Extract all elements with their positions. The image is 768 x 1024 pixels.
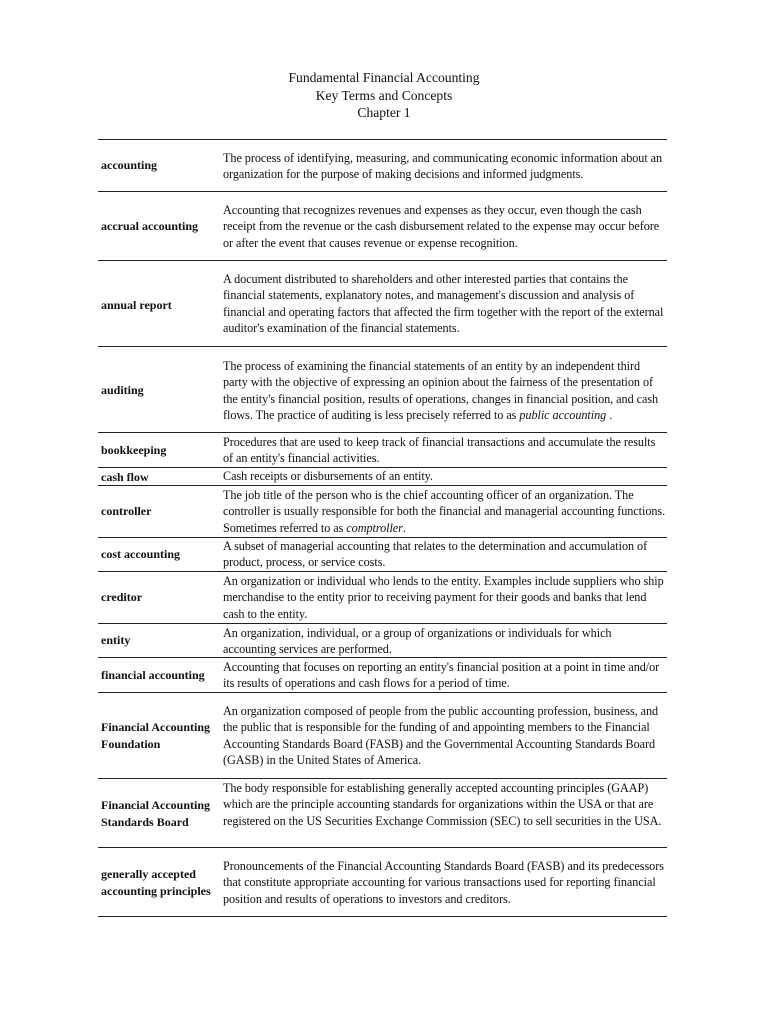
term-row-entity (98, 623, 667, 657)
term-row-cash-flow (98, 467, 667, 485)
term-label: bookkeeping (101, 443, 167, 457)
term-label: accounting (101, 158, 158, 172)
term-row-bookkeeping (98, 432, 667, 467)
title-line-2: Key Terms and Concepts (315, 87, 453, 103)
term-row-annual-report (98, 260, 667, 346)
term-definition (223, 487, 667, 536)
term-label: Financial Accounting Standards Board (101, 798, 211, 829)
definition-text: The job title of the person who is the chief accounting officer of an organization. The controller is usually responsible for both the financial and managerial accounting functions. Sometimes referred to as (223, 488, 666, 535)
term-definition: Accounting that focuses on reporting an entity's financial position at a point in time and/or its results of operations and cash flows for a period of time. (223, 660, 660, 691)
term-label: generally accepted accounting principles (101, 867, 211, 898)
definition-text: The process of examining the financial statements of an entity by an independent third party with the objective of expressing an opinion about the fairness of the presentation of the entity's financial position, results of operations, changes in financial position, and cash flows. The practice of auditing is less precisely referred to as (223, 359, 659, 423)
term-definition: Procedures that are used to keep track of financial transactions and accumulate the results of an entity's financial activities. (223, 435, 656, 466)
term-definition: An organization composed of people from the public accounting profession, business, and the public that is responsible for the funding of and appointing members to the Financial Accounting Standards Board (FASB) and the Governmental Accounting Standards Board (GASB) in the United States of America. (223, 704, 659, 768)
term-label: controller (101, 504, 152, 518)
term-label: auditing (101, 383, 144, 397)
term-definition: The process of identifying, measuring, and communicating economic information about an organization for the purpose of making decisions and informed judgments. (223, 151, 663, 182)
term-definition: A subset of managerial accounting that relates to the determination and accumulation of product, process, or service costs. (223, 539, 648, 570)
term-row-financial-accounting (98, 657, 667, 692)
term-row-accounting (98, 139, 667, 191)
term-row-auditing (98, 346, 667, 432)
term-row-creditor (98, 571, 667, 623)
term-definition: The body responsible for establishing generally accepted accounting principles (GAAP) which are the principle accounting standards for organizations within the USA or that are registered on the US Securities Exchange Commission (SEC) to sell securities in the USA. (223, 781, 662, 828)
term-label: entity (101, 633, 131, 647)
document-title (0, 69, 768, 122)
term-definition: A document distributed to shareholders and other interested parties that contains the financial statements, explanatory notes, and management's discussion and analysis of financial and operating factors that affected the firm together with the report of the external auditor's examination of the financial statements. (223, 272, 664, 336)
term-label: Financial Accounting Foundation (101, 720, 211, 751)
definition-tail: . (402, 520, 406, 535)
term-definition: Pronouncements of the Financial Accounting Standards Board (FASB) and its predecessors that constitute appropriate accounting for various transactions used for reporting financial position and results of operations to investors and creditors. (223, 859, 664, 906)
term-row-cost-accounting (98, 537, 667, 571)
term-row-gaap (98, 847, 667, 917)
title-line-1: Fundamental Financial Accounting (288, 70, 480, 85)
term-definition: An organization or individual who lends to the entity. Examples include suppliers who ship merchandise to the entity prior to receiving payment for their goods and banks that lend cash to the entity. (223, 574, 664, 621)
term-label: annual report (101, 298, 172, 312)
term-definition (223, 358, 667, 424)
definition-tail: . (606, 408, 613, 423)
term-definition: Cash receipts or disbursements of an entity. (223, 469, 433, 483)
term-row-controller (98, 485, 667, 537)
term-label: cash flow (101, 470, 149, 484)
term-row-fasb (98, 778, 667, 847)
term-row-financial-accounting-foundation (98, 692, 667, 778)
term-definition: Accounting that recognizes revenues and expenses as they occur, even though the cash receipt from the revenue or the cash disbursement related to the expense may occur before or after the event that causes revenue or expense recognition. (223, 203, 660, 250)
definition-emphasis: comptroller (346, 520, 403, 535)
term-row-accrual-accounting (98, 191, 667, 260)
term-label: financial accounting (101, 668, 205, 682)
term-label: accrual accounting (101, 219, 198, 233)
term-label: cost accounting (101, 547, 180, 561)
term-definition: An organization, individual, or a group of organizations or individuals for which accounting services are performed. (223, 626, 612, 657)
term-label: creditor (101, 590, 143, 604)
definition-emphasis: public accounting (519, 408, 607, 423)
title-line-3: Chapter 1 (357, 105, 411, 120)
